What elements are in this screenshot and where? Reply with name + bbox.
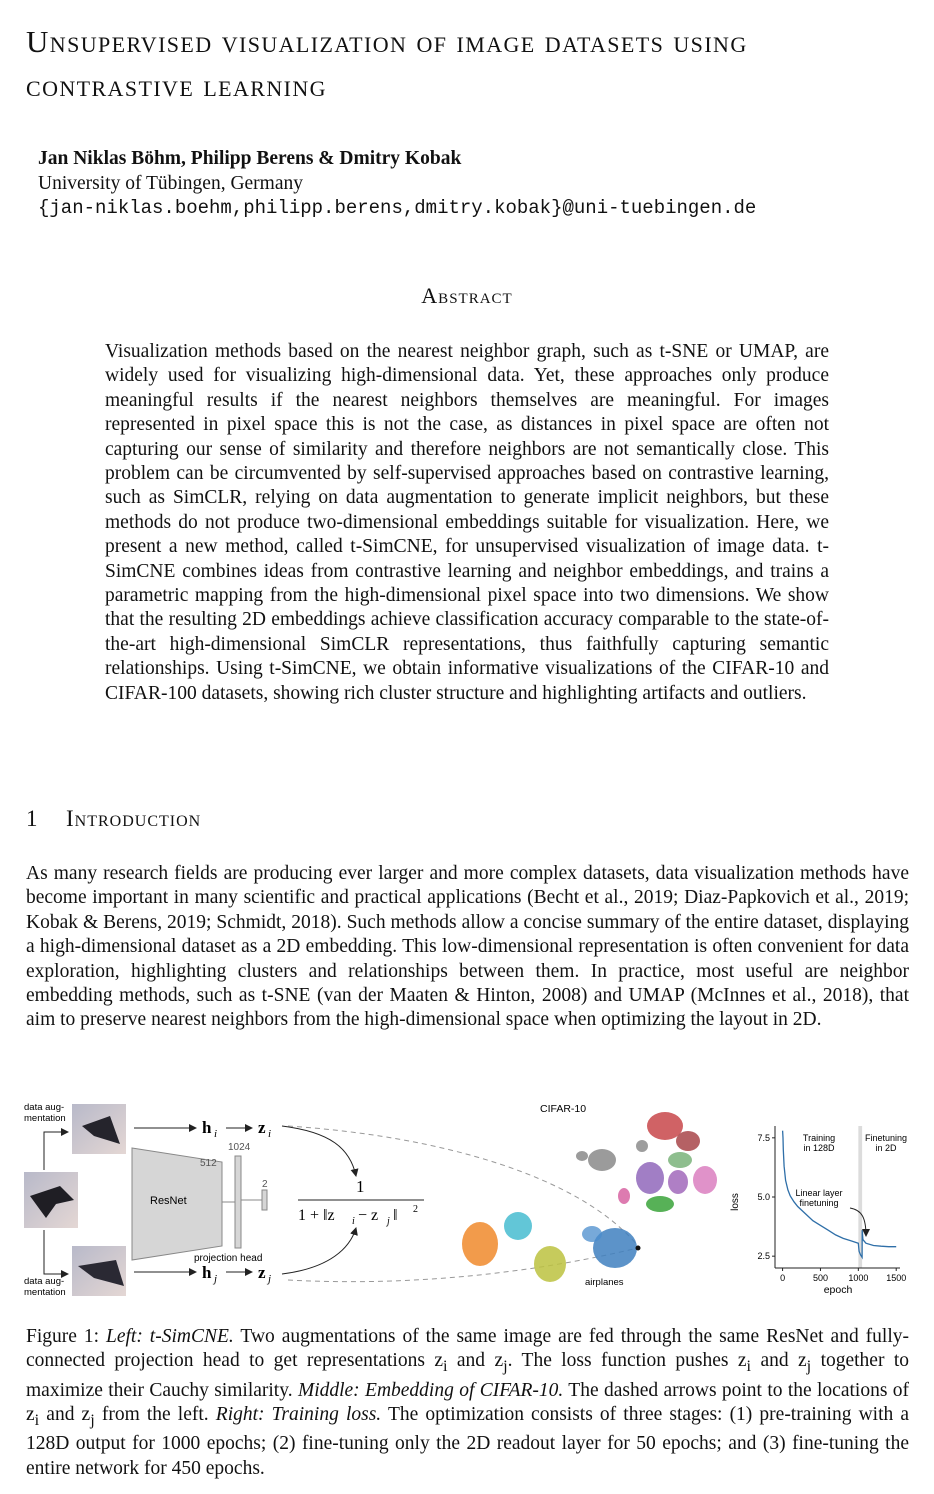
caption-left-title: Left: t-SimCNE. [106, 1326, 234, 1347]
paper-title: Unsupervised visualization of image datasets using contrastive learning [26, 24, 748, 103]
x-tick-label: 500 [812, 1273, 828, 1283]
cifar10-title: CIFAR-10 [540, 1103, 587, 1115]
annotation-finetuning-1: Finetuning [864, 1133, 908, 1143]
section-title: Introduction [66, 806, 202, 831]
abstract-text: Visualization methods based on the nearest neighbor graph, such as t-SNE or UMAP, are widely used for visualizing high-dimensional data. Yet, these approaches only produce meaningful results if the nearest neighbors themselves are meaningful. For images represented in pixel space this is not the case, as distances in pixel space are often not capturing our sense of similarity and therefore neighbors are not semantically close. This problem can be circumvented by self-supervised approaches based on contrastive learning, such as SimCLR, relying on data augmentation to generate implicit neighbors, but these methods do not produce two-dimensional embeddings suitable for visualization. Here, we present a new method, called t-SimCNE, for unsupervised visualization of image data. t-SimCNE combines ideas from contrastive learning and neighbor embeddings, and trains a parametric mapping from the high-dimensional pixel space into two dimensions. We show that the resulting 2D embeddings achieve classification accuracy comparable to the state-of-the-art high-dimensional SimCLR representations, thus faithfully capturing semantic relationships. Using t-SimCNE, we obtain informative visualizations of the CIFAR-10 and CIFAR-100 datasets, showing rich cluster structure and highlighting artifacts and outliers. [105, 341, 829, 704]
svg-text:− z: − z [358, 1207, 379, 1224]
h-j: h [202, 1263, 212, 1282]
caption-middle-title: Middle: Embedding of CIFAR-10. [297, 1379, 564, 1401]
dim-2: 2 [262, 1179, 268, 1190]
aug-label-top-2: mentation [24, 1113, 66, 1124]
projection-head-label: projection head [194, 1253, 263, 1264]
annotation-training-1: Training [802, 1133, 836, 1143]
formula-denominator [298, 1204, 418, 1227]
z-j-sub: j [268, 1273, 272, 1285]
x-tick-label: 1000 [848, 1273, 869, 1283]
svg-text:2: 2 [413, 1204, 418, 1215]
formula-den-start: 1 + ‖z [298, 1207, 335, 1224]
figure-1 [20, 1096, 920, 1306]
z-i-sub: i [268, 1128, 272, 1140]
author-names: Jan Niklas Böhm, Philipp Berens & Dmitry Kobak [38, 148, 462, 169]
author-email: {jan-niklas.boehm,philipp.berens,dmitry.kobak}@uni-tuebingen.de [38, 197, 757, 219]
h-i: h [202, 1118, 212, 1137]
layer-1024 [235, 1156, 241, 1248]
annotation-linear-2: finetuning [799, 1198, 839, 1208]
svg-text:‖: ‖ [393, 1207, 398, 1224]
z-j: z [258, 1263, 266, 1282]
aug-label-bottom-2: mentation [24, 1287, 66, 1298]
aug-label-top-1: data aug- [24, 1102, 65, 1113]
y-axis-label: loss [730, 1193, 741, 1211]
author-block [38, 146, 756, 221]
y-tick-label: 2.5 [757, 1251, 770, 1262]
z-i: z [258, 1118, 266, 1137]
abstract-heading: Abstract [421, 283, 513, 308]
annotation-finetuning-2: in 2D [875, 1143, 897, 1153]
introduction-text: As many research fields are producing ever larger and more complex datasets, data visualization methods have become important in many scientific and practical applications (Becht et al., 2019; Diaz-Papkovich et al., 2019; Kobak & Berens, 2019; Schmidt, 2018). Such methods allow a concise summary of the entire dataset, displaying a high-dimensional dataset as a 2D embedding. This low-dimensional representation is often convenient for data exploration, highlighting clusters and relationships between them. In practice, most useful are neighbor embedding methods, such as t-SNE (van der Maaten & Hinton, 2008) and UMAP (McInnes et al., 2018), that aim to preserve nearest neighbors from the high-dimensional space when optimizing the layout in 2D. [26, 863, 909, 1031]
svg-text:j: j [387, 1216, 390, 1227]
aug-label-bottom-1: data aug- [24, 1276, 65, 1287]
formula-numerator: 1 [356, 1177, 365, 1196]
loss-chart [730, 1126, 907, 1296]
annotation-training-2: in 128D [803, 1143, 835, 1153]
x-tick-label: 1500 [886, 1273, 907, 1283]
caption-right-title: Right: Training loss. [215, 1404, 382, 1426]
figure-caption: Figure 1: Left: t-SimCNE. Two augmentations of the same image are fed through the same ResNet and fully-connected projection head to get representations $z_i$ and $z_j$. The loss function pushes $z_i$ and $z_j$ together to maximize their Cauchy similarity. Middle: Embedding of CIFAR-10. The dashed arrows point to the locations of $z_i$ and $z_j$ from the left. Right: Training loss. The optimization consists of three stages: (1) pre-training with a 128D output for 1000 epochs; (2) fine-tuning only the 2D readout layer for 50 epochs; and (3) fine-tuning the entire network for 450 epochs. [26, 1326, 910, 1479]
cifar10-embedding [288, 1103, 717, 1288]
y-tick-label: 7.5 [757, 1132, 770, 1143]
dim-1024: 1024 [228, 1142, 251, 1153]
svg-text:i: i [352, 1216, 355, 1227]
dim-512: 512 [200, 1158, 217, 1169]
x-tick-label: 0 [780, 1273, 786, 1283]
author-affiliation: University of Tübingen, Germany [38, 173, 304, 194]
x-axis-label: epoch [823, 1284, 853, 1296]
h-i-sub: i [214, 1128, 218, 1140]
h-j-sub: j [214, 1273, 218, 1285]
annotation-linear-1: Linear layer [795, 1188, 843, 1198]
layer-2 [262, 1190, 267, 1210]
y-tick-label: 5.0 [757, 1192, 770, 1202]
section-heading [26, 806, 201, 832]
section-number: 1 [26, 806, 39, 831]
resnet-label: ResNet [150, 1195, 187, 1207]
airplanes-label: airplanes [585, 1277, 624, 1288]
t-simcne-diagram [24, 1102, 424, 1298]
figure-1-graphic [20, 1096, 920, 1306]
caption-label: Figure 1: [26, 1326, 100, 1347]
